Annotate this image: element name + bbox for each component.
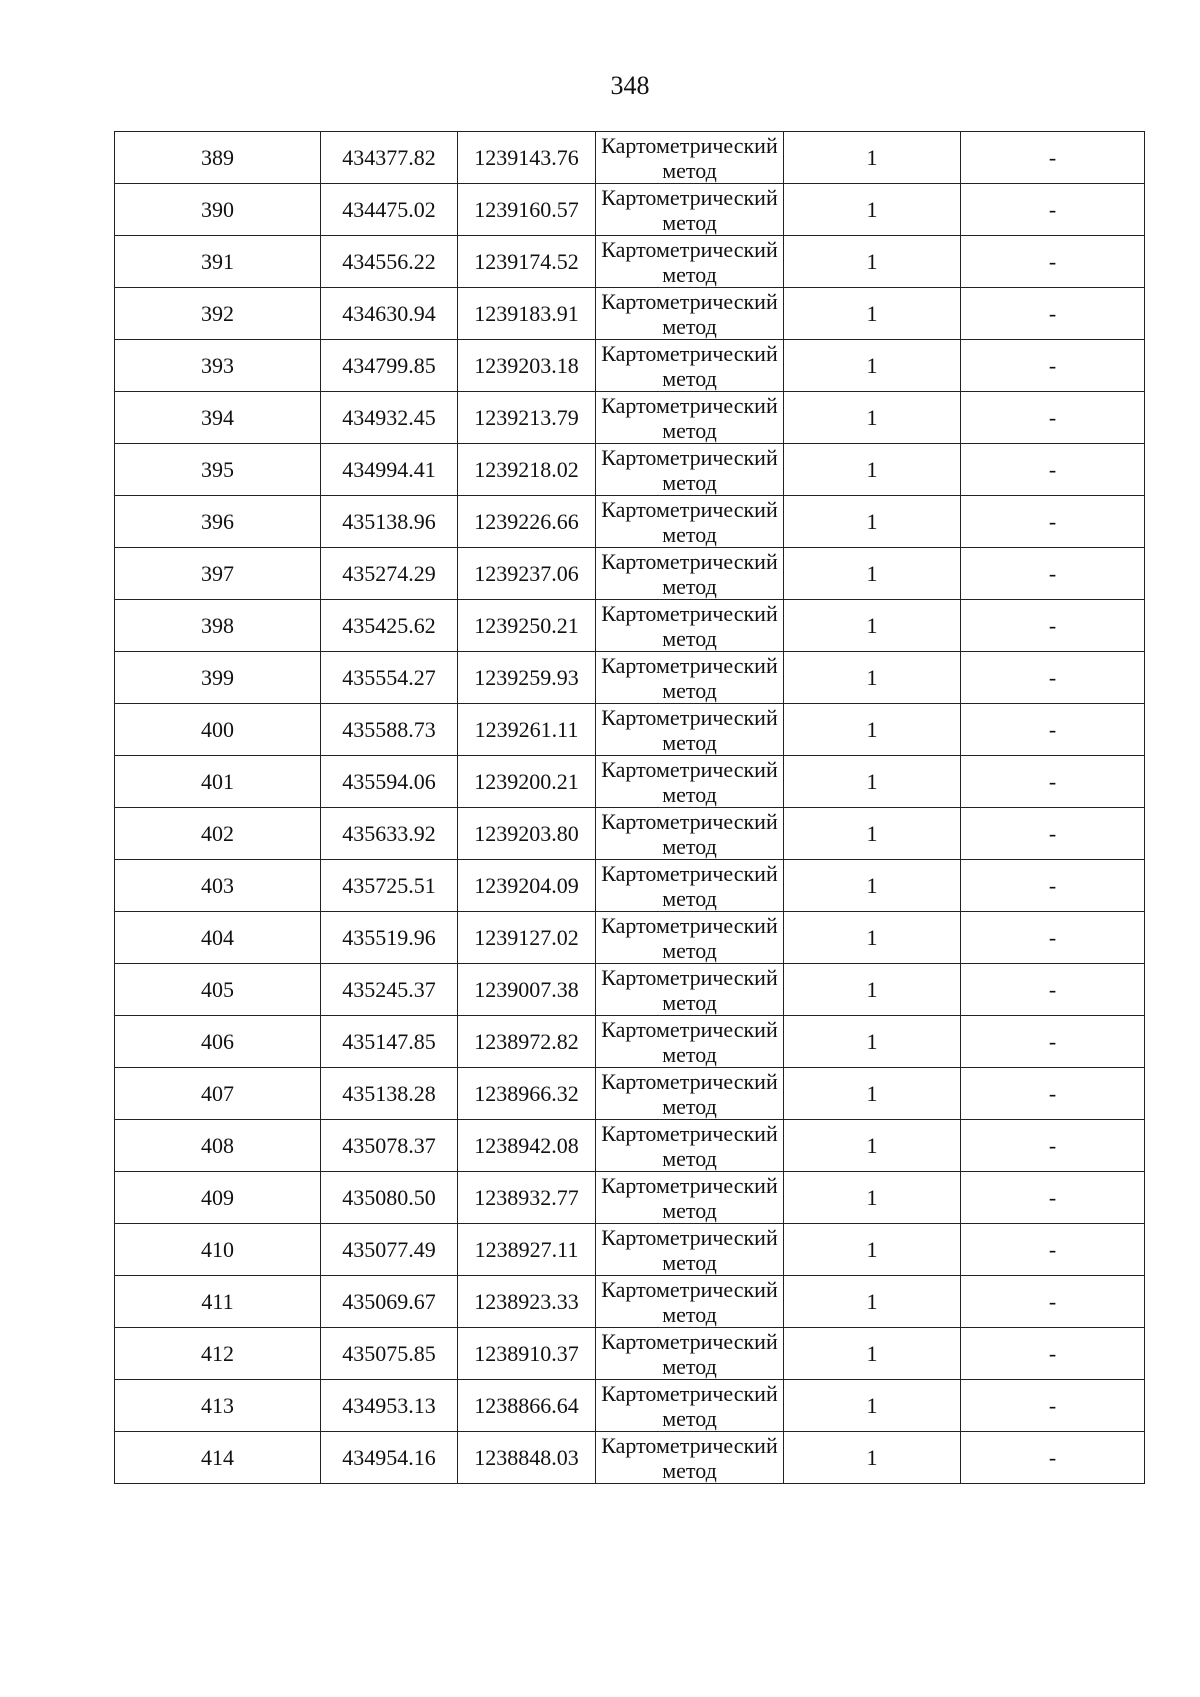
method-text: Картометрический метод xyxy=(601,236,778,287)
point-number-cell: 393 xyxy=(115,340,321,392)
table-row xyxy=(115,964,1145,1016)
description-cell: - xyxy=(961,912,1145,964)
coordinates-table-body xyxy=(115,132,1145,1484)
description-cell: - xyxy=(961,548,1145,600)
method-cell xyxy=(596,1328,784,1380)
y-coordinate-cell: 1238927.11 xyxy=(458,1224,596,1276)
x-coordinate-cell: 434954.16 xyxy=(321,1432,458,1484)
table-row xyxy=(115,1328,1145,1380)
accuracy-cell: 1 xyxy=(784,1328,961,1380)
method-text: Картометрический метод xyxy=(601,496,778,547)
method-text: Картометрический метод xyxy=(601,1068,778,1119)
accuracy-cell: 1 xyxy=(784,1120,961,1172)
x-coordinate-cell: 434556.22 xyxy=(321,236,458,288)
table-row xyxy=(115,1016,1145,1068)
point-number-cell: 412 xyxy=(115,1328,321,1380)
description-cell: - xyxy=(961,288,1145,340)
y-coordinate-cell: 1239160.57 xyxy=(458,184,596,236)
method-text: Картометрический метод xyxy=(601,756,778,807)
y-coordinate-cell: 1239143.76 xyxy=(458,132,596,184)
accuracy-cell: 1 xyxy=(784,704,961,756)
x-coordinate-cell: 435594.06 xyxy=(321,756,458,808)
x-coordinate-cell: 434475.02 xyxy=(321,184,458,236)
x-coordinate-cell: 435425.62 xyxy=(321,600,458,652)
method-cell xyxy=(596,444,784,496)
table-row xyxy=(115,1380,1145,1432)
point-number-cell: 404 xyxy=(115,912,321,964)
coordinates-table xyxy=(114,131,1145,1484)
accuracy-cell: 1 xyxy=(784,444,961,496)
accuracy-cell: 1 xyxy=(784,392,961,444)
y-coordinate-cell: 1239261.11 xyxy=(458,704,596,756)
table-row xyxy=(115,548,1145,600)
method-cell xyxy=(596,912,784,964)
x-coordinate-cell: 434932.45 xyxy=(321,392,458,444)
table-row xyxy=(115,600,1145,652)
method-cell xyxy=(596,288,784,340)
table-row xyxy=(115,496,1145,548)
table-row xyxy=(115,1172,1145,1224)
method-text: Картометрический метод xyxy=(601,704,778,755)
method-cell xyxy=(596,184,784,236)
method-cell xyxy=(596,964,784,1016)
accuracy-cell: 1 xyxy=(784,340,961,392)
description-cell: - xyxy=(961,652,1145,704)
accuracy-cell: 1 xyxy=(784,1068,961,1120)
x-coordinate-cell: 435075.85 xyxy=(321,1328,458,1380)
point-number-cell: 399 xyxy=(115,652,321,704)
point-number-cell: 398 xyxy=(115,600,321,652)
y-coordinate-cell: 1239218.02 xyxy=(458,444,596,496)
description-cell: - xyxy=(961,808,1145,860)
page-number: 348 xyxy=(610,71,650,100)
point-number-cell: 390 xyxy=(115,184,321,236)
y-coordinate-cell: 1238972.82 xyxy=(458,1016,596,1068)
description-cell: - xyxy=(961,1224,1145,1276)
method-text: Картометрический метод xyxy=(601,912,778,963)
description-cell: - xyxy=(961,1380,1145,1432)
x-coordinate-cell: 434994.41 xyxy=(321,444,458,496)
table-row xyxy=(115,340,1145,392)
table-row xyxy=(115,1120,1145,1172)
accuracy-cell: 1 xyxy=(784,600,961,652)
description-cell: - xyxy=(961,1016,1145,1068)
method-cell xyxy=(596,1172,784,1224)
y-coordinate-cell: 1239174.52 xyxy=(458,236,596,288)
x-coordinate-cell: 435138.28 xyxy=(321,1068,458,1120)
accuracy-cell: 1 xyxy=(784,808,961,860)
method-cell xyxy=(596,652,784,704)
point-number-cell: 400 xyxy=(115,704,321,756)
method-text: Картометрический метод xyxy=(601,600,778,651)
y-coordinate-cell: 1239183.91 xyxy=(458,288,596,340)
y-coordinate-cell: 1239250.21 xyxy=(458,600,596,652)
method-text: Картометрический метод xyxy=(601,340,778,391)
method-text: Картометрический метод xyxy=(601,1016,778,1067)
description-cell: - xyxy=(961,704,1145,756)
accuracy-cell: 1 xyxy=(784,1172,961,1224)
x-coordinate-cell: 435245.37 xyxy=(321,964,458,1016)
table-row xyxy=(115,1224,1145,1276)
description-cell: - xyxy=(961,132,1145,184)
table-row xyxy=(115,808,1145,860)
method-cell xyxy=(596,1120,784,1172)
y-coordinate-cell: 1239226.66 xyxy=(458,496,596,548)
method-cell xyxy=(596,808,784,860)
y-coordinate-cell: 1239213.79 xyxy=(458,392,596,444)
method-text: Картометрический метод xyxy=(601,288,778,339)
table-row xyxy=(115,236,1145,288)
accuracy-cell: 1 xyxy=(784,184,961,236)
description-cell: - xyxy=(961,1068,1145,1120)
accuracy-cell: 1 xyxy=(784,964,961,1016)
method-text: Картометрический метод xyxy=(601,1120,778,1171)
y-coordinate-cell: 1238942.08 xyxy=(458,1120,596,1172)
accuracy-cell: 1 xyxy=(784,652,961,704)
method-text: Картометрический метод xyxy=(601,184,778,235)
y-coordinate-cell: 1239204.09 xyxy=(458,860,596,912)
description-cell: - xyxy=(961,496,1145,548)
method-cell xyxy=(596,1432,784,1484)
point-number-cell: 394 xyxy=(115,392,321,444)
description-cell: - xyxy=(961,444,1145,496)
point-number-cell: 414 xyxy=(115,1432,321,1484)
table-row xyxy=(115,288,1145,340)
table-row xyxy=(115,1276,1145,1328)
table-row xyxy=(115,444,1145,496)
description-cell: - xyxy=(961,184,1145,236)
accuracy-cell: 1 xyxy=(784,548,961,600)
description-cell: - xyxy=(961,1276,1145,1328)
table-row xyxy=(115,132,1145,184)
point-number-cell: 403 xyxy=(115,860,321,912)
point-number-cell: 396 xyxy=(115,496,321,548)
method-text: Картометрический метод xyxy=(601,808,778,859)
x-coordinate-cell: 435519.96 xyxy=(321,912,458,964)
accuracy-cell: 1 xyxy=(784,860,961,912)
method-text: Картометрический метод xyxy=(601,1224,778,1275)
y-coordinate-cell: 1239007.38 xyxy=(458,964,596,1016)
point-number-cell: 411 xyxy=(115,1276,321,1328)
method-cell xyxy=(596,340,784,392)
description-cell: - xyxy=(961,1120,1145,1172)
method-text: Картометрический метод xyxy=(601,1276,778,1327)
point-number-cell: 397 xyxy=(115,548,321,600)
y-coordinate-cell: 1238923.33 xyxy=(458,1276,596,1328)
method-cell xyxy=(596,548,784,600)
method-text: Картометрический метод xyxy=(601,444,778,495)
method-text: Картометрический метод xyxy=(601,860,778,911)
x-coordinate-cell: 435633.92 xyxy=(321,808,458,860)
method-cell xyxy=(596,1224,784,1276)
y-coordinate-cell: 1238932.77 xyxy=(458,1172,596,1224)
method-cell xyxy=(596,1016,784,1068)
x-coordinate-cell: 434953.13 xyxy=(321,1380,458,1432)
method-cell xyxy=(596,1380,784,1432)
method-text: Картометрический метод xyxy=(601,548,778,599)
table-row xyxy=(115,912,1145,964)
x-coordinate-cell: 434630.94 xyxy=(321,288,458,340)
description-cell: - xyxy=(961,1328,1145,1380)
point-number-cell: 391 xyxy=(115,236,321,288)
point-number-cell: 392 xyxy=(115,288,321,340)
table-row xyxy=(115,652,1145,704)
point-number-cell: 401 xyxy=(115,756,321,808)
accuracy-cell: 1 xyxy=(784,1380,961,1432)
point-number-cell: 405 xyxy=(115,964,321,1016)
accuracy-cell: 1 xyxy=(784,1016,961,1068)
x-coordinate-cell: 435725.51 xyxy=(321,860,458,912)
method-cell xyxy=(596,392,784,444)
y-coordinate-cell: 1239259.93 xyxy=(458,652,596,704)
method-text: Картометрический метод xyxy=(601,392,778,443)
table-row xyxy=(115,1432,1145,1484)
y-coordinate-cell: 1239127.02 xyxy=(458,912,596,964)
point-number-cell: 395 xyxy=(115,444,321,496)
y-coordinate-cell: 1238848.03 xyxy=(458,1432,596,1484)
method-cell xyxy=(596,496,784,548)
accuracy-cell: 1 xyxy=(784,288,961,340)
description-cell: - xyxy=(961,1172,1145,1224)
method-cell xyxy=(596,600,784,652)
x-coordinate-cell: 435274.29 xyxy=(321,548,458,600)
method-cell xyxy=(596,1068,784,1120)
table-row xyxy=(115,704,1145,756)
y-coordinate-cell: 1239237.06 xyxy=(458,548,596,600)
x-coordinate-cell: 435147.85 xyxy=(321,1016,458,1068)
description-cell: - xyxy=(961,756,1145,808)
method-text: Картометрический метод xyxy=(601,1432,778,1483)
accuracy-cell: 1 xyxy=(784,496,961,548)
accuracy-cell: 1 xyxy=(784,1432,961,1484)
y-coordinate-cell: 1238910.37 xyxy=(458,1328,596,1380)
point-number-cell: 402 xyxy=(115,808,321,860)
table-row xyxy=(115,1068,1145,1120)
description-cell: - xyxy=(961,340,1145,392)
method-cell xyxy=(596,236,784,288)
description-cell: - xyxy=(961,600,1145,652)
accuracy-cell: 1 xyxy=(784,236,961,288)
method-text: Картометрический метод xyxy=(601,1328,778,1379)
x-coordinate-cell: 434377.82 xyxy=(321,132,458,184)
description-cell: - xyxy=(961,1432,1145,1484)
description-cell: - xyxy=(961,236,1145,288)
x-coordinate-cell: 435078.37 xyxy=(321,1120,458,1172)
point-number-cell: 408 xyxy=(115,1120,321,1172)
y-coordinate-cell: 1239200.21 xyxy=(458,756,596,808)
accuracy-cell: 1 xyxy=(784,132,961,184)
point-number-cell: 409 xyxy=(115,1172,321,1224)
method-text: Картометрический метод xyxy=(601,652,778,703)
method-text: Картометрический метод xyxy=(601,132,778,183)
accuracy-cell: 1 xyxy=(784,1276,961,1328)
table-row xyxy=(115,184,1145,236)
x-coordinate-cell: 435069.67 xyxy=(321,1276,458,1328)
x-coordinate-cell: 435138.96 xyxy=(321,496,458,548)
method-cell xyxy=(596,860,784,912)
table-row xyxy=(115,860,1145,912)
accuracy-cell: 1 xyxy=(784,756,961,808)
table-row xyxy=(115,392,1145,444)
accuracy-cell: 1 xyxy=(784,1224,961,1276)
point-number-cell: 406 xyxy=(115,1016,321,1068)
method-text: Картометрический метод xyxy=(601,964,778,1015)
method-cell xyxy=(596,132,784,184)
x-coordinate-cell: 435554.27 xyxy=(321,652,458,704)
point-number-cell: 389 xyxy=(115,132,321,184)
point-number-cell: 410 xyxy=(115,1224,321,1276)
method-text: Картометрический метод xyxy=(601,1172,778,1223)
method-cell xyxy=(596,1276,784,1328)
method-text: Картометрический метод xyxy=(601,1380,778,1431)
description-cell: - xyxy=(961,964,1145,1016)
x-coordinate-cell: 435077.49 xyxy=(321,1224,458,1276)
method-cell xyxy=(596,704,784,756)
y-coordinate-cell: 1239203.80 xyxy=(458,808,596,860)
table-row xyxy=(115,756,1145,808)
x-coordinate-cell: 435588.73 xyxy=(321,704,458,756)
point-number-cell: 413 xyxy=(115,1380,321,1432)
method-cell xyxy=(596,756,784,808)
description-cell: - xyxy=(961,860,1145,912)
description-cell: - xyxy=(961,392,1145,444)
y-coordinate-cell: 1238966.32 xyxy=(458,1068,596,1120)
accuracy-cell: 1 xyxy=(784,912,961,964)
x-coordinate-cell: 434799.85 xyxy=(321,340,458,392)
point-number-cell: 407 xyxy=(115,1068,321,1120)
y-coordinate-cell: 1238866.64 xyxy=(458,1380,596,1432)
y-coordinate-cell: 1239203.18 xyxy=(458,340,596,392)
x-coordinate-cell: 435080.50 xyxy=(321,1172,458,1224)
